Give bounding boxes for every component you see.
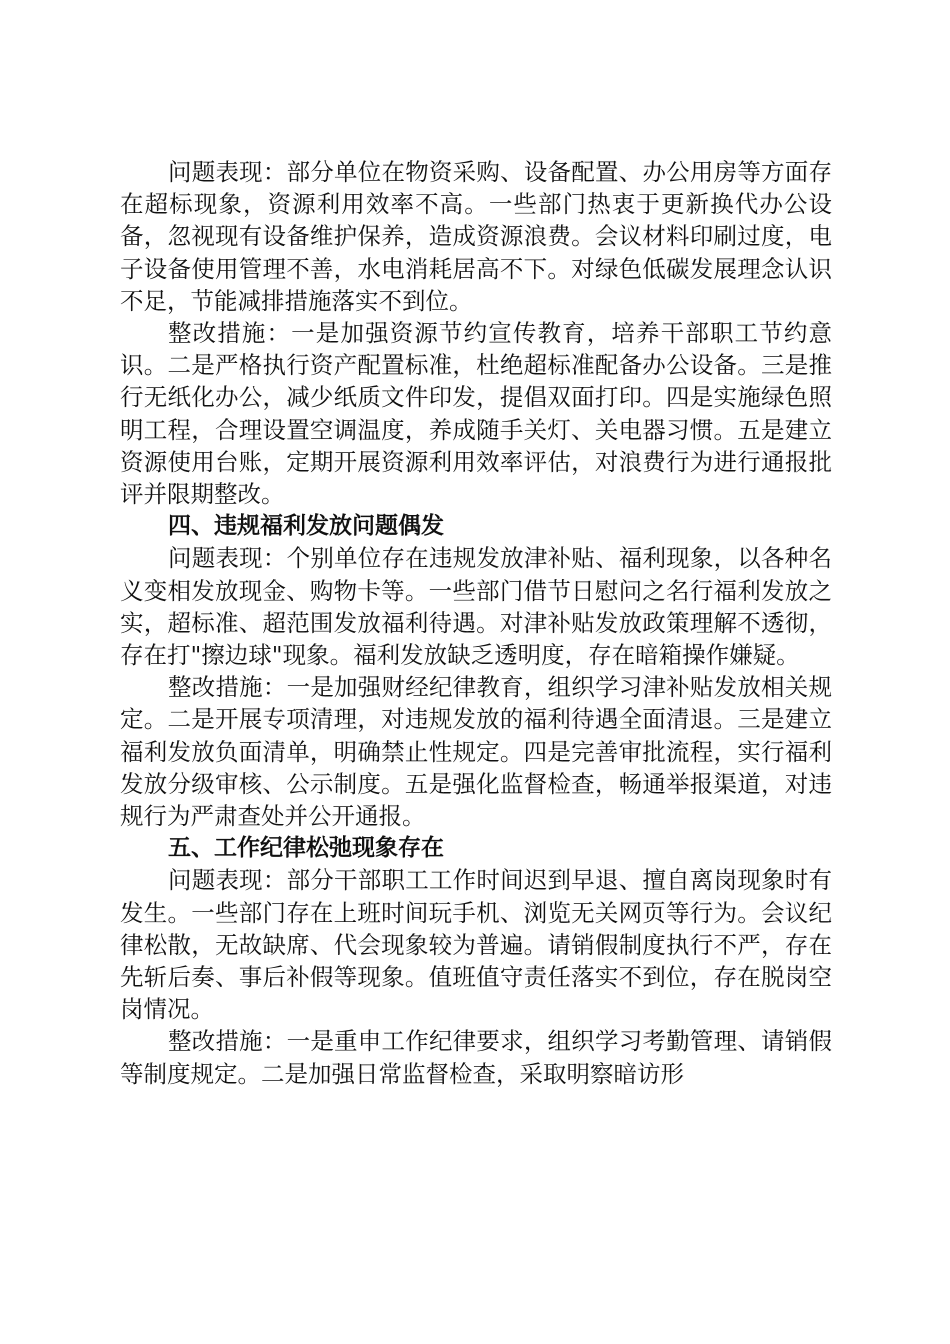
- section-heading-welfare: 四、违规福利发放问题偶发: [168, 513, 444, 540]
- paragraph-resource-waste-problem: 问题表现：部分单位在物资采购、设备配置、办公用房等方面存在超标现象，资源利用效率不高。一些部门热衷于更新换代办公设备，忽视现有设备维护保养，造成资源浪费。会议材料印刷过度，电子设备使用管理不善，水电消耗居高不下。对绿色低碳发展理念认识不足，节能减排措施落实不到位。: [120, 158, 832, 315]
- section-heading-discipline: 五、工作纪律松弛现象存在: [168, 835, 444, 862]
- paragraph-discipline-measures: 整改措施：一是重申工作纪律要求，组织学习考勤管理、请销假等制度规定。二是加强日常监督检查，采取明察暗访形: [120, 1027, 832, 1088]
- paragraph-welfare-problem: 问题表现：个别单位存在违规发放津补贴、福利现象，以各种名义变相发放现金、购物卡等。一些部门借节日慰问之名行福利发放之实，超标准、超范围发放福利待遇。对津补贴发放政策理解不透彻，存在打"擦边球"现象。福利发放缺乏透明度，存在暗箱操作嫌疑。: [120, 544, 832, 670]
- document-body: [120, 156, 832, 1090]
- paragraph-discipline-problem: 问题表现：部分干部职工工作时间迟到早退、擅自离岗现象时有发生。一些部门存在上班时间玩手机、浏览无关网页等行为。会议纪律松散，无故缺席、代会现象较为普遍。请销假制度执行不严，存在先斩后奏、事后补假等现象。值班值守责任落实不到位，存在脱岗空岗情况。: [120, 866, 832, 1024]
- paragraph-welfare-measures: 整改措施：一是加强财经纪律教育，组织学习津补贴发放相关规定。二是开展专项清理，对违规发放的福利待遇全面清退。三是建立福利发放负面清单，明确禁止性规定。四是完善审批流程，实行福利发放分级审核、公示制度。五是强化监督检查，畅通举报渠道，对违规行为严肃查处并公开通报。: [120, 673, 832, 831]
- paragraph-resource-waste-measures: 整改措施：一是加强资源节约宣传教育，培养干部职工节约意识。二是严格执行资产配置标准，杜绝超标准配备办公设备。三是推行无纸化办公，减少纸质文件印发，提倡双面打印。四是实施绿色照明工程，合理设置空调温度，养成随手关灯、关电器习惯。五是建立资源使用台账，定期开展资源利用效率评估，对浪费行为进行通报批评并限期整改。: [120, 319, 832, 509]
